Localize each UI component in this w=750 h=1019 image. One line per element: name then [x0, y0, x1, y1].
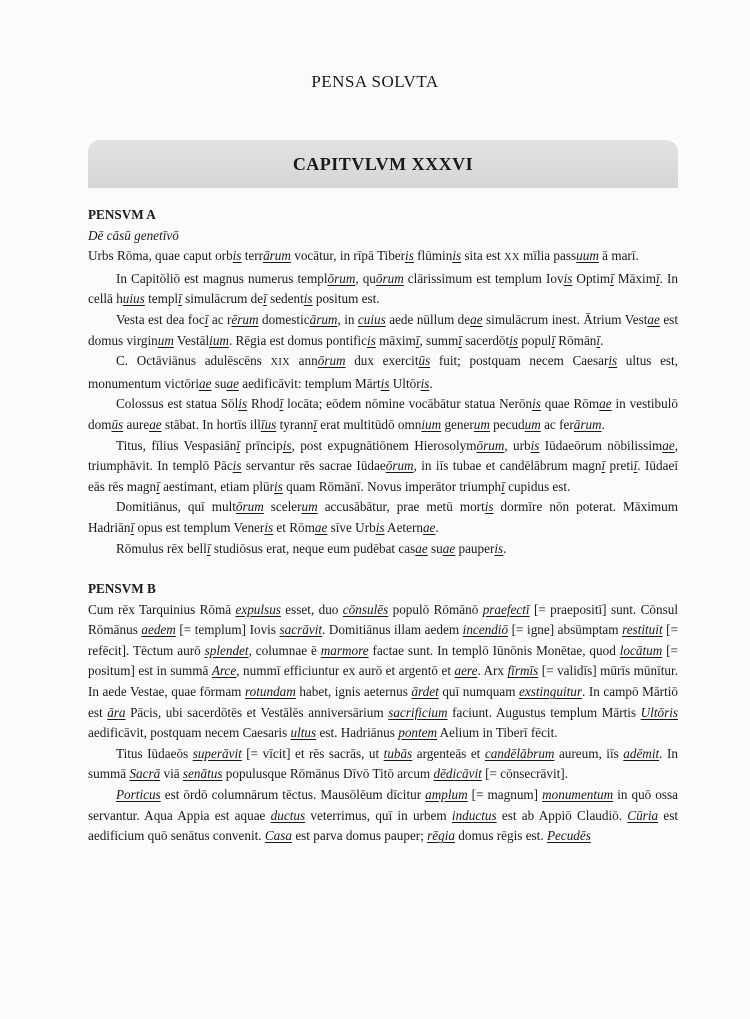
- text-run: simulācrum de: [181, 291, 264, 307]
- genitive-ending: ī: [236, 437, 240, 453]
- text-run: ā marī.: [598, 248, 639, 264]
- genitive-ending: īus: [260, 416, 277, 432]
- genitive-ending: is: [509, 332, 518, 348]
- paragraph: [88, 539, 678, 560]
- text-run: Colossus est statua Sōl: [116, 396, 239, 412]
- text-run: studiōsus erat, neque eum pudēbat cas: [210, 540, 416, 556]
- text-run: , in: [337, 311, 358, 327]
- text-run: sīve Urb: [327, 519, 376, 535]
- text-run: Titus Iūdaeōs: [116, 745, 193, 761]
- genitive-ending: is: [484, 499, 494, 515]
- text-run: [= magnum]: [467, 787, 543, 803]
- genitive-ending: ī: [610, 270, 614, 286]
- text-run: Vestāl: [173, 332, 210, 348]
- text-run: quī numquam: [438, 684, 520, 700]
- text-run: esset, duo: [280, 601, 343, 617]
- pensum-b-body: [88, 600, 678, 847]
- vocabulary-word: superāvit: [192, 745, 242, 761]
- text-run: erat multitūdō omn: [316, 416, 422, 432]
- text-run: , in iīs tubae et candēlābrum magn: [413, 458, 602, 474]
- text-run: [= igne] absūmptam: [508, 622, 623, 638]
- text-run: . Rēgia est domus pontific: [228, 332, 368, 348]
- text-run: [= refēcit]. Tēctum aurō: [88, 622, 678, 658]
- vocabulary-word: senātus: [182, 766, 223, 782]
- paragraph: [88, 351, 678, 394]
- text-run: Rhod: [247, 396, 280, 412]
- genitive-ending: ī: [204, 311, 209, 327]
- text-run: , qu: [355, 270, 376, 286]
- text-run: .: [435, 519, 439, 535]
- genitive-ending: ae: [470, 311, 483, 327]
- vocabulary-word: ārdet: [411, 684, 439, 700]
- genitive-ending: um: [157, 332, 174, 348]
- vocabulary-word: incendiō: [462, 622, 509, 638]
- genitive-ending: ī: [501, 478, 505, 494]
- section-gap: [88, 559, 678, 579]
- text-run: veterrimus, quī in urbem: [305, 807, 452, 823]
- text-run: Rōmulus rēx bell: [116, 540, 207, 556]
- genitive-ending: uum: [576, 248, 599, 264]
- genitive-ending: is: [232, 458, 242, 474]
- genitive-ending: is: [494, 540, 504, 556]
- text-run: tyrann: [276, 416, 314, 432]
- text-run: aedificāvit, postquam necem Caesaris: [88, 725, 291, 741]
- genitive-ending: ōrum: [375, 270, 404, 286]
- text-run: [= templum] Iovis: [175, 622, 280, 638]
- text-run: dux exercit: [345, 353, 419, 369]
- text-run: [= cōnsecrāvit].: [481, 766, 568, 782]
- genitive-ending: ī: [130, 519, 135, 535]
- text-run: aureum, iīs: [554, 745, 624, 761]
- genitive-ending: ī: [655, 270, 660, 286]
- vocabulary-word: Pecudēs: [546, 828, 591, 844]
- pensum-b-heading: PENSVM B: [88, 581, 156, 597]
- text-run: opus est templum Vener: [134, 519, 265, 535]
- genitive-ending: ūs: [418, 353, 431, 369]
- text-run: pecud: [489, 416, 525, 432]
- vocabulary-word: āra: [107, 704, 126, 720]
- text-run: viā: [160, 766, 183, 782]
- genitive-ending: um: [473, 416, 490, 432]
- genitive-ending: is: [274, 478, 283, 494]
- text-run: . In campō Mārtiō est: [88, 684, 678, 720]
- genitive-ending: ae: [647, 311, 660, 327]
- text-run: in quō ossa servantur. Aqua Appia est aquae: [88, 787, 679, 823]
- text-run: sacerdōt: [461, 332, 510, 348]
- genitive-ending: ōrum: [235, 499, 264, 515]
- vocabulary-word: Casa: [264, 828, 293, 844]
- vocabulary-word: praefectī: [482, 601, 530, 617]
- text-run: Aetern: [384, 519, 423, 535]
- paragraph: [88, 785, 678, 847]
- text-run: clārissimum est templum Iov: [403, 270, 564, 286]
- text-run: C. Octāviānus adulēscēns: [116, 353, 271, 369]
- text-run: Optim: [572, 270, 611, 286]
- text-run: . Arx: [477, 663, 508, 679]
- vocabulary-word: Porticus: [116, 787, 161, 803]
- chapter-title: CAPITVLVM XXXVI: [292, 153, 474, 174]
- genitive-ending: ae: [662, 437, 675, 453]
- text-run: et Rōm: [273, 519, 315, 535]
- text-run: Māxim: [613, 270, 656, 286]
- text-run: est aedificium quō senātus convenit.: [88, 807, 678, 844]
- vocabulary-word: aere: [454, 663, 478, 679]
- genitive-ending: ōrum: [385, 458, 414, 474]
- text-run: aede nūllum de: [385, 311, 471, 327]
- genitive-ending: ae: [198, 375, 212, 391]
- text-run: ann: [290, 353, 318, 369]
- text-run: preti: [605, 458, 634, 474]
- text-run: Ultōr: [389, 375, 421, 391]
- text-run: Cum rēx Tarquinius Rōmā: [88, 601, 236, 617]
- text-run: , triumphāvit. In templō Pāc: [88, 437, 678, 474]
- vocabulary-word: locātum: [619, 642, 663, 658]
- genitive-ending: is: [563, 270, 573, 286]
- text-run: est ab Appiō Claudiō.: [496, 807, 628, 823]
- text-run: mīlia pass: [519, 248, 577, 264]
- text-run: sedent: [266, 291, 304, 307]
- text-run: Urbs Rōma, quae caput orb: [88, 248, 233, 264]
- text-run: domus rēgis est.: [455, 828, 547, 844]
- genitive-ending: ī: [458, 332, 462, 348]
- vocabulary-word: inductus: [451, 807, 497, 823]
- vocabulary-word: rēgia: [427, 828, 455, 844]
- genitive-ending: ae: [415, 540, 428, 556]
- vocabulary-word: fīrmīs: [507, 663, 539, 679]
- text-run: gener: [441, 416, 474, 432]
- genitive-ending: is: [452, 248, 462, 264]
- vocabulary-word: sacrāvit: [279, 622, 323, 638]
- text-run: aure: [123, 416, 150, 432]
- genitive-ending: um: [524, 416, 541, 432]
- paragraph: [88, 497, 678, 538]
- text-run: in vestibulō dom: [88, 396, 678, 432]
- genitive-ending: is: [264, 519, 274, 535]
- text-run: accusābātur, prae metū mort: [317, 499, 485, 515]
- text-run: populusque Rōmānus Dīvō Titō arcum: [222, 766, 434, 782]
- text-run: popul: [517, 332, 552, 348]
- text-run: domestic: [258, 311, 310, 327]
- genitive-ending: ārum: [573, 416, 602, 432]
- text-run: [= positum] est in summā: [88, 642, 678, 679]
- genitive-ending: ōrum: [476, 437, 505, 453]
- genitive-ending: ī: [279, 396, 284, 412]
- text-run: locāta; eōdem nōmine vocābātur statua Nerōn: [283, 396, 533, 412]
- vocabulary-word: Cūria: [627, 807, 659, 823]
- text-run: . Iūdaeī eās rēs magn: [88, 458, 678, 494]
- genitive-ending: is: [405, 248, 414, 264]
- text-run: argenteās et: [412, 745, 485, 761]
- text-run: est domus virgin: [88, 311, 678, 348]
- text-run: Rōmān: [555, 332, 597, 348]
- vocabulary-word: Arce: [211, 663, 237, 679]
- genitive-ending: is: [375, 519, 385, 535]
- text-run: dormīre nōn poterat. Māximum Hadriān: [88, 499, 678, 535]
- text-run: [= praepositī] sunt. Cōnsul Rōmānus: [88, 601, 678, 638]
- text-run: stābat. In hortīs ill: [161, 416, 261, 432]
- genitive-ending: ōrum: [317, 353, 346, 369]
- paragraph: [88, 394, 678, 435]
- paragraph: [88, 246, 678, 269]
- genitive-ending: is: [282, 437, 292, 453]
- paragraph: [88, 744, 678, 785]
- genitive-ending: ī: [415, 332, 420, 348]
- text-run: [= vīcit] et rēs sacrās, ut: [241, 745, 384, 761]
- pensum-a-subheading: Dē cāsū genetīvō: [88, 227, 179, 243]
- text-run: sita est: [461, 248, 504, 264]
- vocabulary-word: marmore: [320, 642, 369, 658]
- paragraph: [88, 600, 678, 744]
- text-run: templ: [144, 291, 179, 307]
- text-run: ac fer: [540, 416, 574, 432]
- genitive-ending: ium: [209, 332, 229, 348]
- text-run: cupidus est.: [504, 478, 571, 494]
- genitive-ending: ī: [601, 458, 606, 474]
- text-run: terr: [241, 248, 264, 264]
- genitive-ending: ī: [156, 478, 160, 494]
- vocabulary-word: exstinguitur: [519, 684, 583, 700]
- text-run: sceler: [263, 499, 302, 515]
- vocabulary-word: Sacrā: [129, 766, 161, 782]
- genitive-ending: ī: [551, 332, 555, 348]
- text-run: Aelium in Tiberī fēcit.: [437, 725, 558, 741]
- text-run: , columnae ē: [248, 642, 321, 658]
- text-run: , post expugnātiōnem Hierosolym: [291, 437, 477, 453]
- genitive-ending: uius: [122, 291, 145, 307]
- text-run: .: [600, 332, 604, 348]
- roman-numeral: XIX: [270, 357, 291, 369]
- vocabulary-word: adēmit: [623, 745, 660, 761]
- text-run: est. Hadriānus: [316, 725, 399, 741]
- genitive-ending: is: [532, 396, 541, 412]
- vocabulary-word: tubās: [383, 745, 413, 761]
- genitive-ending: ī: [633, 458, 638, 474]
- text-run: , urb: [504, 437, 531, 453]
- text-run: .: [601, 416, 605, 432]
- text-run: pauper: [455, 540, 495, 556]
- paragraph: [88, 436, 678, 498]
- genitive-ending: ī: [178, 291, 182, 307]
- genitive-ending: ae: [599, 396, 612, 412]
- text-run: fuit; postquam necem Caesar: [430, 353, 609, 369]
- vocabulary-word: sacrificium: [388, 704, 448, 720]
- genitive-ending: ārum: [263, 248, 291, 264]
- genitive-ending: is: [232, 248, 242, 264]
- vocabulary-word: ultus: [290, 725, 317, 741]
- text-run: , summ: [419, 332, 459, 348]
- text-run: su: [211, 375, 227, 391]
- text-run: flūmin: [413, 248, 453, 264]
- genitive-ending: ī: [206, 540, 211, 556]
- text-run: aestimant, etiam plūr: [159, 478, 275, 494]
- text-run: . Domitiānus illam aedem: [322, 622, 463, 638]
- vocabulary-word: cōnsulēs: [342, 601, 389, 617]
- text-run: ac r: [208, 311, 232, 327]
- genitive-ending: is: [530, 437, 540, 453]
- text-run: factae sunt. In templō Iūnōnis Monētae, quod: [368, 642, 620, 658]
- text-run: māxim: [375, 332, 416, 348]
- genitive-ending: cuius: [357, 311, 386, 327]
- genitive-ending: ae: [314, 519, 328, 535]
- vocabulary-word: ductus: [270, 807, 306, 823]
- text-run: Titus, fīlius Vespasiān: [116, 437, 237, 453]
- text-run: simulācrum inest. Ātrium Vest: [482, 311, 648, 327]
- pensum-a-heading: PENSVM A: [88, 207, 156, 222]
- genitive-ending: ārum: [309, 311, 338, 327]
- text-run: su: [427, 540, 443, 556]
- vocabulary-word: candēlābrum: [484, 745, 555, 761]
- vocabulary-word: monumentum: [542, 787, 614, 803]
- text-run: .: [429, 375, 433, 391]
- genitive-ending: ōrum: [327, 270, 356, 286]
- text-run: positum est.: [312, 291, 380, 307]
- text-run: servantur rēs sacrae Iūdae: [241, 458, 386, 474]
- genitive-ending: ī: [313, 416, 317, 432]
- text-run: habet, ignis aeternus: [295, 684, 412, 700]
- roman-numeral: XX: [503, 252, 520, 264]
- vocabulary-word: aedem: [141, 622, 176, 638]
- vocabulary-word: restituit: [622, 622, 663, 638]
- genitive-ending: is: [420, 375, 430, 391]
- paragraph: [88, 269, 678, 310]
- genitive-ending: ērum: [231, 311, 259, 327]
- chapter-banner: [88, 140, 678, 188]
- text-run: .: [503, 540, 507, 556]
- page-content: [88, 205, 678, 847]
- text-run: populō Rōmānō: [388, 601, 483, 617]
- text-run: est ōrdō columnārum tēctus. Mausōlēum dīcitur: [160, 787, 426, 803]
- text-run: ultus est, monumentum victōri: [88, 353, 679, 391]
- text-run: vocātur, in rīpā Tiber: [290, 248, 406, 264]
- vocabulary-word: rotundam: [244, 684, 296, 700]
- text-run: quam Rōmānī. Novus imperātor triumph: [282, 478, 502, 494]
- text-run: Iūdaeōrum nōbilissim: [539, 437, 663, 453]
- text-run: In Capitōliō est magnus numerus templ: [116, 270, 328, 286]
- genitive-ending: ae: [149, 416, 162, 432]
- text-run: Domitiānus, quī mult: [116, 499, 236, 515]
- vocabulary-word: amplum: [425, 787, 468, 803]
- vocabulary-word: expulsus: [235, 601, 281, 617]
- vocabulary-word: splendet: [204, 642, 249, 658]
- text-run: Pācis, ubi sacerdōtēs et Vestālēs anniversārium: [125, 704, 389, 720]
- genitive-ending: is: [367, 332, 376, 348]
- running-head: PENSA SOLVTA: [311, 72, 439, 91]
- pensum-a-body: [88, 246, 678, 559]
- genitive-ending: um: [301, 499, 318, 515]
- text-run: Vesta est dea foc: [116, 311, 205, 327]
- text-run: . In summā: [88, 745, 678, 782]
- text-run: . In cellā: [88, 270, 678, 307]
- text-run: h: [116, 291, 123, 307]
- text-run: aedificāvit: templum Mārt: [238, 375, 381, 391]
- genitive-ending: ī: [596, 332, 601, 348]
- genitive-ending: ūs: [111, 416, 124, 432]
- vocabulary-word: dēdicāvit: [433, 766, 482, 782]
- genitive-ending: ae: [422, 519, 436, 535]
- text-run: , nummī efficiuntur ex aurō et argentō et: [236, 663, 455, 679]
- genitive-ending: is: [303, 291, 313, 307]
- paragraph: [88, 310, 678, 351]
- genitive-ending: is: [608, 353, 618, 369]
- text-run: est parva domus pauper;: [292, 828, 428, 844]
- vocabulary-word: pontem: [398, 725, 438, 741]
- text-run: [= validīs] mūrīs mūnītur. In aede Vestae, quae fōrmam: [88, 663, 678, 700]
- genitive-ending: ium: [421, 416, 442, 432]
- genitive-ending: is: [238, 396, 248, 412]
- genitive-ending: ae: [442, 540, 456, 556]
- text-run: quae Rōm: [540, 396, 600, 412]
- vocabulary-word: Ultōris: [640, 704, 678, 720]
- genitive-ending: is: [380, 375, 390, 391]
- text-run: prīncip: [239, 437, 283, 453]
- genitive-ending: ae: [226, 375, 239, 391]
- genitive-ending: ī: [263, 291, 267, 307]
- text-run: faciunt. Augustus templum Mārtis: [447, 704, 641, 720]
